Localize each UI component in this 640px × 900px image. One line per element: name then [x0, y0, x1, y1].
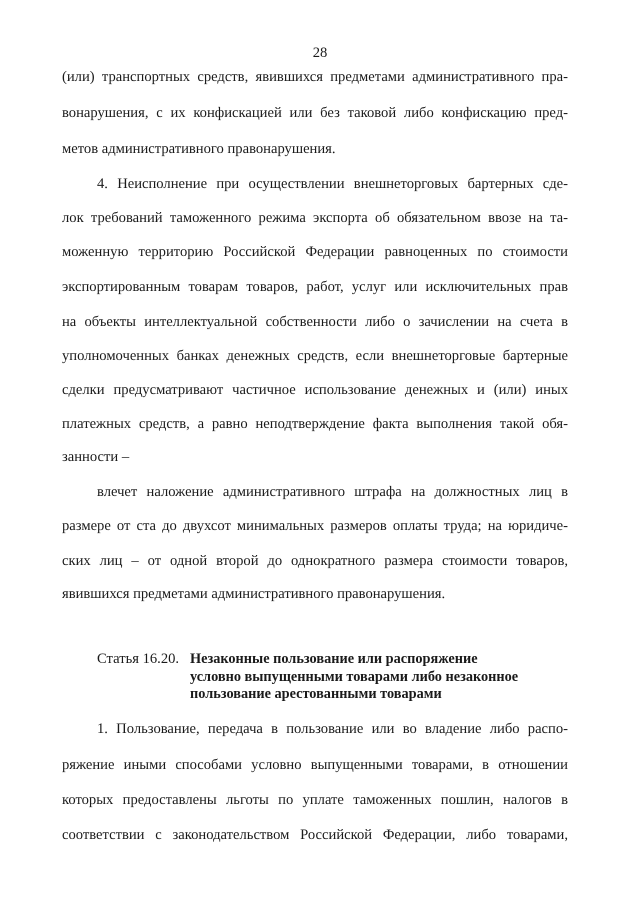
body-line: которых предоставлены льготы по уплате таможенных пошлин, налогов в: [62, 792, 568, 808]
body-line: уполномоченных банках денежных средств, если внешнеторговые бартерные: [62, 348, 568, 364]
body-line: явившихся предметами административного правонарушения.: [62, 586, 446, 602]
body-line: лок требований таможенного режима экспорта об обязательном ввозе на та-: [62, 210, 568, 226]
body-line: метов административного правонарушения.: [62, 141, 336, 157]
body-line: занности –: [62, 449, 130, 465]
body-line: 1. Пользование, передача в пользование или во владение либо распо-: [97, 721, 568, 737]
article-label: Статья 16.20.: [97, 651, 180, 667]
body-line: вонарушения, с их конфискацией или без таковой либо конфискацию пред-: [62, 105, 568, 121]
body-line: влечет наложение административного штрафа на должностных лиц в: [97, 484, 568, 500]
body-line: размере от ста до двухсот минимальных размеров оплаты труда; на юридиче-: [62, 518, 568, 534]
body-line: 4. Неисполнение при осуществлении внешнеторговых бартерных сде-: [97, 176, 568, 192]
body-line: экспортированным товарам товаров, работ, услуг или исключительных прав: [62, 279, 568, 295]
article-title-line: пользование арестованными товарами: [190, 686, 442, 702]
article-title-line: Незаконные пользование или распоряжение: [190, 651, 478, 667]
article-title-line: условно выпущенными товарами либо незаконное: [190, 669, 519, 685]
body-line: на объекты интеллектуальной собственности либо о зачислении на счета в: [62, 314, 568, 330]
body-line: ряжение иными способами условно выпущенными товарами, в отношении: [62, 757, 568, 773]
body-line: соответствии с законодательством Российской Федерации, либо товарами,: [62, 827, 568, 843]
body-line: моженную территорию Российской Федерации равноценных по стоимости: [62, 244, 568, 260]
body-line: (или) транспортных средств, явившихся предметами административного пра-: [62, 69, 568, 85]
body-line: сделки предусматривают частичное использование денежных и (или) иных: [62, 382, 568, 398]
page-number: 28: [312, 45, 328, 61]
body-line: платежных средств, а равно неподтверждение факта выполнения такой обя-: [62, 416, 568, 432]
body-line: ских лиц – от одной второй до однократного размера стоимости товаров,: [62, 553, 568, 569]
